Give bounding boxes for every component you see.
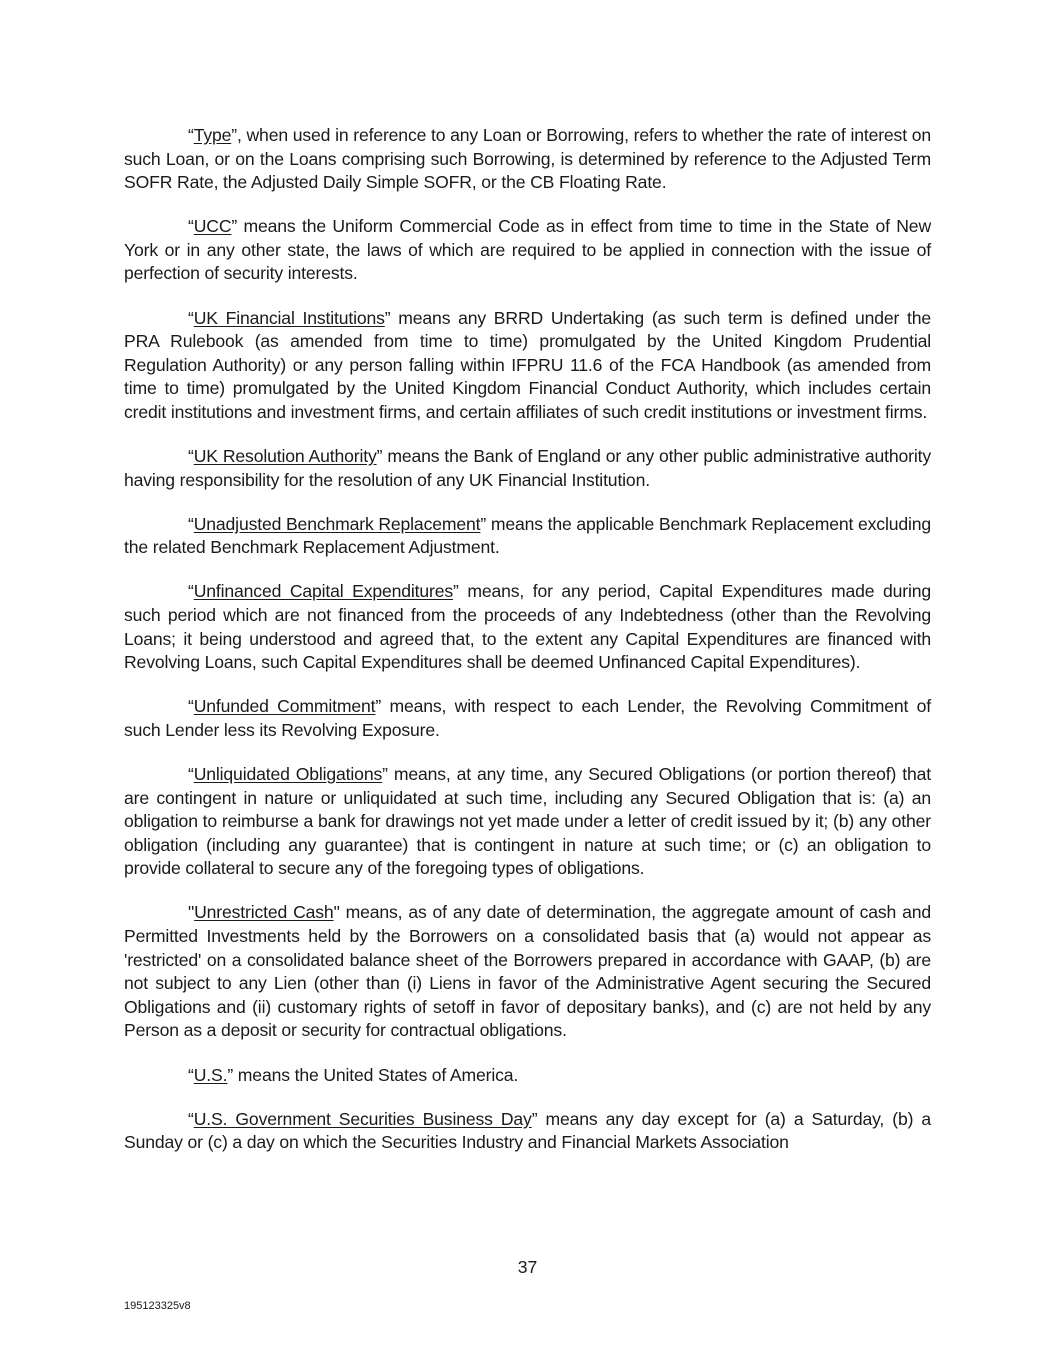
- definition-uk-resolution-authority: [124, 445, 931, 492]
- defined-term: Type: [193, 125, 232, 145]
- definition-unfunded-commitment: [124, 695, 931, 742]
- definition-text: means any BRRD Undertaking (as such term is defined under the PRA Rulebook (as amended from time to time) promulgated by the United Kingdom Prudential Regulation Authority) or any person falling within IFPRU 11.6 of the FCA Handbook (as amended from time to time) promulgated by the United Kingdom Financial Conduct Authority, which includes certain credit institutions and investment firms, and certain affiliates of such credit institutions or investment firms.: [124, 307, 931, 422]
- defined-term: UCC: [193, 216, 232, 237]
- defined-term: U.S. Government Securities Business Day: [193, 1108, 532, 1129]
- definition-unliquidated-obligations: [124, 763, 931, 881]
- open-quote: “: [188, 581, 194, 602]
- close-quote: ”: [376, 446, 383, 467]
- open-quote: “: [188, 763, 194, 784]
- definition-unadjusted-benchmark-replacement: [124, 513, 931, 560]
- defined-term: UK Resolution Authority: [193, 446, 377, 467]
- open-quote: “: [188, 125, 194, 145]
- definition-text: means, with respect to each Lender, the Revolving Commitment of such Lender less its Revolving Exposure.: [124, 696, 931, 740]
- open-quote: “: [188, 513, 194, 534]
- close-quote: ”: [375, 696, 382, 717]
- definition-us: [124, 1064, 931, 1088]
- close-quote: ”: [231, 125, 237, 145]
- defined-term: Unfinanced Capital Expenditures: [193, 581, 454, 602]
- definition-text: means the United States of America.: [233, 1064, 519, 1085]
- open-quote: ": [188, 902, 195, 923]
- definition-text: means the Uniform Commercial Code as in effect from time to time in the State of New York or in any other state, the laws of which are required to be applied in connection with the issue of perfection of security interests.: [124, 216, 931, 284]
- definition-text: , when used in reference to any Loan or Borrowing, refers to whether the rate of interest on such Loan, or on the Loans comprising such Borrowing, is determined by reference to the Adjusted Term SOFR Rate, the Adjusted Daily Simple SOFR, or the CB Floating Rate.: [124, 125, 931, 193]
- definition-text: means, as of any date of determination, the aggregate amount of cash and Permitted Investments held by the Borrowers on a consolidated basis that (a) would not appear as 'restricted' on a consolidated balance sheet of the Borrowers prepared in accordance with GAAP, (b) are not subject to any Lien (other than (i) Liens in favor of the Administrative Agent securing the Secured Obligations and (ii) customary rights of setoff in favor of depositary banks), and (c) are not held by any Person as a deposit or security for contractual obligations.: [124, 902, 931, 1041]
- definition-us-government-securities-business-day: [124, 1108, 931, 1155]
- defined-term: Unrestricted Cash: [194, 902, 334, 923]
- open-quote: “: [188, 216, 194, 237]
- definition-text: means the applicable Benchmark Replacement excluding the related Benchmark Replacement Adjustment.: [124, 513, 931, 558]
- definitions-section: [124, 124, 931, 1175]
- defined-term: UK Financial Institutions: [193, 307, 385, 328]
- defined-term: Unfunded Commitment: [193, 696, 376, 717]
- defined-term: U.S.: [193, 1064, 228, 1085]
- close-quote: ”: [453, 581, 459, 602]
- close-quote: ”: [384, 307, 391, 328]
- definition-unfinanced-capital-expenditures: [124, 580, 931, 674]
- defined-term: Unadjusted Benchmark Replacement: [193, 513, 481, 534]
- document-id: 195123325v8: [124, 1300, 191, 1312]
- definition-text: means the Bank of England or any other public administrative authority having responsibility for the resolution of any UK Financial Institution.: [124, 446, 932, 490]
- definition-uk-financial-institutions: [124, 307, 931, 425]
- close-quote: ”: [227, 1064, 234, 1085]
- open-quote: “: [188, 446, 194, 467]
- close-quote: ": [333, 902, 340, 923]
- close-quote: ”: [480, 513, 487, 534]
- close-quote: ”: [382, 763, 388, 784]
- open-quote: “: [188, 1108, 194, 1129]
- open-quote: “: [188, 696, 194, 717]
- definition-unrestricted-cash: [124, 901, 931, 1043]
- definition-text: means, for any period, Capital Expenditures made during such period which are not financed from the proceeds of any Indebtedness (other than the Revolving Loans; it being understood and agreed that, to the extent any Capital Expenditures are financed with Revolving Loans, such Capital Expenditures shall be deemed Unfinanced Capital Expenditures).: [124, 581, 931, 673]
- definition-type: [124, 124, 931, 195]
- definition-ucc: [124, 215, 931, 286]
- page-number: 37: [517, 1257, 538, 1277]
- definition-text: means any day except for (a) a Saturday, (b) a Sunday or (c) a day on which the Securities Industry and Financial Markets Association: [124, 1108, 931, 1153]
- close-quote: ”: [231, 216, 238, 237]
- close-quote: ”: [531, 1108, 538, 1129]
- open-quote: “: [188, 307, 194, 328]
- open-quote: “: [188, 1064, 194, 1085]
- defined-term: Unliquidated Obligations: [193, 763, 383, 784]
- definition-text: means, at any time, any Secured Obligations (or portion thereof) that are contingent in nature or unliquidated at such time, including any Secured Obligation that is: (a) an obligation to reimburse a bank for drawings not yet made under a letter of credit issued by it; (b) any other obligation (including any guarantee) that is contingent in nature at such time; or (c) an obligation to provide collateral to secure any of the foregoing types of obligations.: [124, 763, 932, 879]
